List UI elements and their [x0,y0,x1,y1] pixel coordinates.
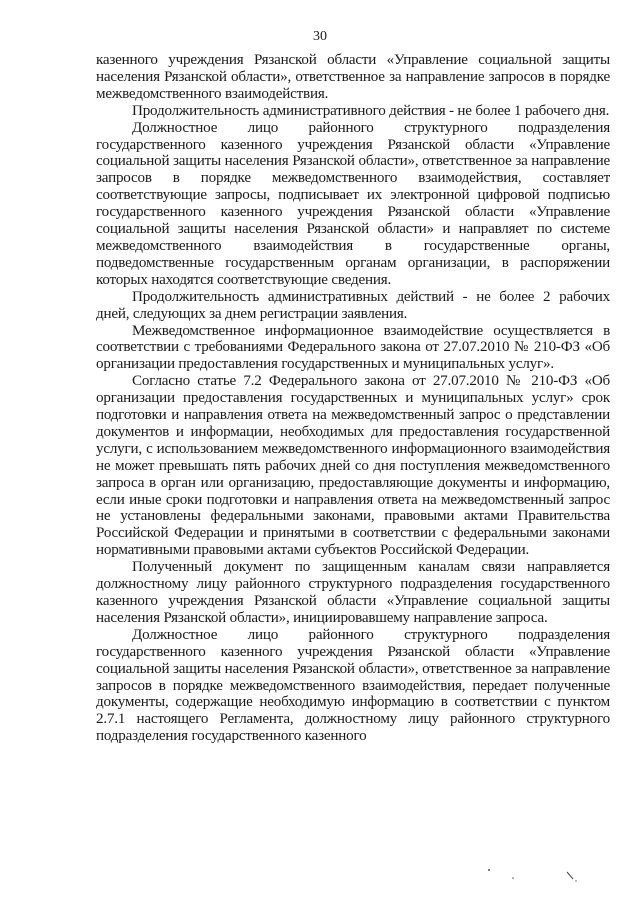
paragraph-received-document: Полученный документ по защищенным каналам связи направляется должностному лицу районного структурного подразделения государственного казенного учреждения Рязанской области «Управление социальной защиты населения Рязанской области», инициировавшему направление запроса. [96,559,610,626]
paragraph-official-requests: Должностное лицо районного структурного подразделения государственного казенного учреждения Рязанской области «Управление социальной защиты населения Рязанской области», ответственное за направление запросов в порядке межведомственного взаимодействия, составляет соответствующие запросы, подписывает их электронной цифровой подписью государственного казенного учреждения Рязанской области «Управление социальной защиты населения Рязанской области» и направляет по системе межведомственного взаимодействия в государственные органы, подведомственные государственным органам организации, в распоряжении которых находятся соответствующие сведения. [96,119,610,288]
document-body [96,52,610,745]
paragraph-continuation: казенного учреждения Рязанской области «Управление социальной защиты населения Рязанской области», ответственное за направление запросов в порядке межведомственного взаимодействия. [96,52,610,102]
paragraph-duration-1: Продолжительность административного действия - не более 1 рабочего дня. [132,102,610,119]
scan-speck [567,872,573,879]
paragraph-duration-2: Продолжительность административных действий - не более 2 рабочих дней, следующих за днем регистрации заявления. [96,288,610,322]
paragraph-interaction-law: Межведомственное информационное взаимодействие осуществляется в соответствии с требованиями Федерального закона от 27.07.2010 № 210-ФЗ «Об организации предоставления государственных и муниципальных услуг». [96,322,610,373]
scan-speck [575,880,576,881]
scan-speck [512,877,514,879]
paragraph-article-7-2: Согласно статье 7.2 Федерального закона от 27.07.2010 № 210-ФЗ «Об организации предоставления государственных и муниципальных услуг» срок подготовки и направления ответа на межведомственный запрос о представлении документов и информации, необходимых для предоставления государственной услуги, с использованием межведомственного информационного взаимодействия не может превышать пять рабочих дней со дня поступления межведомственного запроса в орган или организацию, предоставляющие документы и информацию, если иные сроки подготовки и направления ответа на межведомственный запрос не установлены федеральными законами, правовыми актами Правительства Российской Федерации и принятыми в соответствии с федеральными законами нормативными правовыми актами субъектов Российской Федерации. [96,373,610,559]
paragraph-official-transfer: Должностное лицо районного структурного подразделения государственного казенного учреждения Рязанской области «Управление социальной защиты населения Рязанской области», ответственное за направление запросов в порядке межведомственного взаимодействия, передает полученные документы, содержащие необходимую информацию в соответствии с пунктом 2.7.1 настоящего Регламента, должностному лицу районного структурного подразделения государственного казенного [96,626,610,745]
scan-speck [488,869,490,871]
page-number: 30 [313,29,327,44]
